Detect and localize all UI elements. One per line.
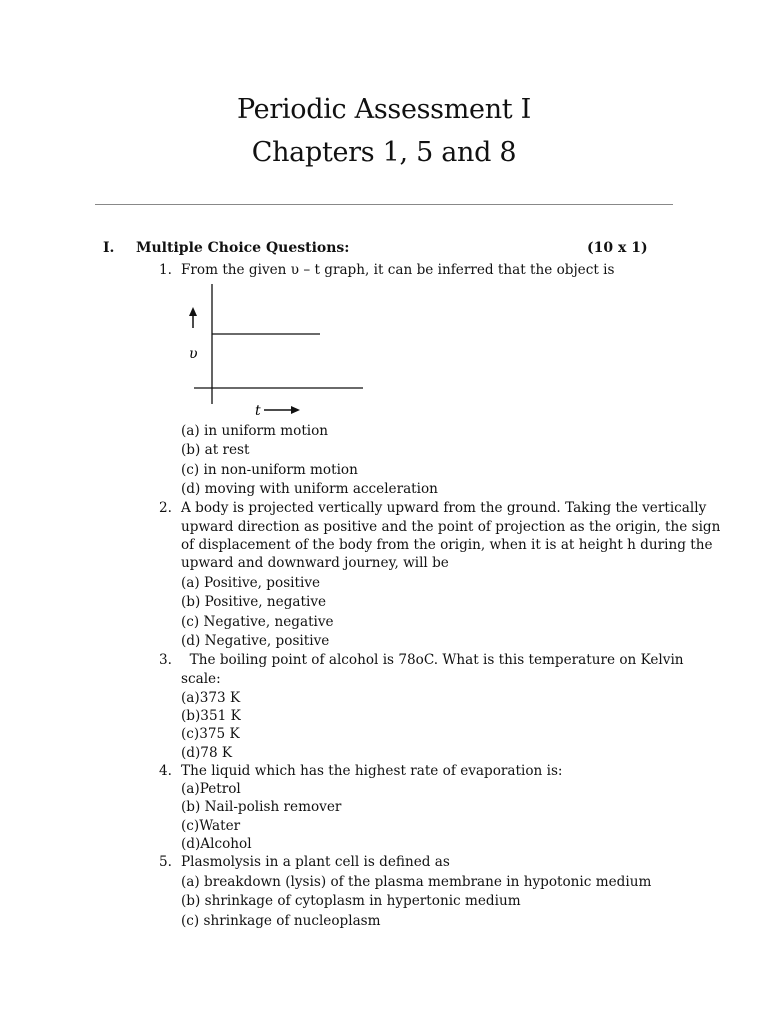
option: (c) in non-uniform motion [181,462,358,478]
option: (a) in uniform motion [181,423,329,439]
option: (d) Negative, positive [181,633,330,649]
question-text-line: Plasmolysis in a plant cell is defined as [181,854,450,870]
option: (b) shrinkage of cytoplasm in hypertonic medium [181,893,521,909]
option: (a)Petrol [181,781,241,797]
option: (d)78 K [181,745,233,761]
option: (b)351 K [181,708,241,724]
option: (a)373 K [181,690,241,706]
page-title: Periodic Assessment I [236,94,532,125]
question-number: 1. [159,262,172,278]
question-text-line: A body is projected vertically upward from the ground. Taking the vertically [181,500,707,516]
question-number: 4. [159,763,172,779]
option: (c) Negative, negative [181,614,334,630]
section-marks: (10 x 1) [587,240,648,256]
question-text-line: of displacement of the body from the origin, when it is at height h during the [181,537,713,553]
horizontal-divider [95,204,673,205]
page-subtitle: Chapters 1, 5 and 8 [251,137,517,168]
question-text-line: upward and downward journey, will be [181,555,449,571]
option: (d) moving with uniform acceleration [181,481,438,497]
question-text-line: From the given υ – t graph, it can be inferred that the object is [181,262,615,278]
option: (a) breakdown (lysis) of the plasma membrane in hypotonic medium [181,874,652,890]
velocity-time-graph [180,280,380,420]
question-number: 3. [159,652,172,668]
graph-y-label: υ [189,346,198,362]
option: (b) at rest [181,442,250,458]
question-number: 5. [159,854,172,870]
y-arrow-head [189,307,197,316]
graph-x-label: t [255,403,261,419]
option: (a) Positive, positive [181,575,321,591]
question-text-line: scale: [181,671,221,687]
section-number: I. [103,240,115,256]
option: (d)Alcohol [181,836,252,852]
option: (b) Nail-polish remover [181,799,342,815]
question-text-line: The liquid which has the highest rate of evaporation is: [181,763,563,779]
section-title: Multiple Choice Questions: [136,240,350,256]
question-number: 2. [159,500,172,516]
question-text-line: The boiling point of alcohol is 78oC. What is this temperature on Kelvin [181,652,684,668]
option: (b) Positive, negative [181,594,327,610]
option: (c) shrinkage of nucleoplasm [181,913,381,929]
x-arrow-head [291,406,300,414]
question-text-line: upward direction as positive and the point of projection as the origin, the sign [181,519,721,535]
option: (c)375 K [181,726,240,742]
option: (c)Water [181,818,241,834]
